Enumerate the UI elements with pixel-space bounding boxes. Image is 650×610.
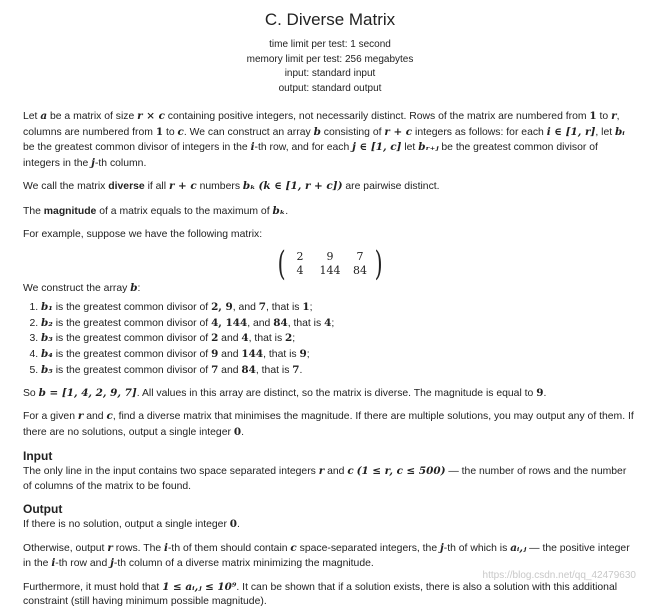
matrix-cell: 2 bbox=[296, 250, 304, 263]
magnitude-definition: The magnitude of a matrix equals to the maximum of bₖ. bbox=[23, 204, 289, 217]
problem-title: C. Diverse Matrix bbox=[264, 10, 396, 29]
gcd-item-last: 144 bbox=[241, 348, 264, 361]
gcd-item-res: 1 bbox=[302, 301, 310, 313]
gcd-item-end: ; bbox=[306, 349, 310, 361]
gcd-item-text-c: , that is bbox=[255, 364, 293, 376]
gcd-item-last: 7 bbox=[258, 301, 266, 313]
gcd-item-text-a: is the greatest common divisor of bbox=[52, 302, 212, 313]
gcd-list-item bbox=[41, 347, 637, 363]
input-spec: input: standard input bbox=[284, 68, 376, 79]
gcd-item-text-a: is the greatest common divisor of bbox=[52, 333, 212, 345]
gcd-item-nums: 2, 9 bbox=[211, 301, 233, 313]
gcd-item-head: b₅ bbox=[41, 363, 53, 376]
gcd-item-res: 2 bbox=[285, 332, 293, 345]
gcd-item-text-b: and bbox=[218, 364, 242, 376]
gcd-item-last: 4 bbox=[241, 332, 249, 345]
gcd-item-head: b₂ bbox=[41, 316, 53, 329]
matrix-cell: 144 bbox=[319, 264, 341, 277]
gcd-item-head: b₄ bbox=[41, 348, 53, 361]
gcd-list bbox=[23, 300, 637, 379]
gcd-item-text-a: is the greatest common divisor of bbox=[52, 349, 212, 361]
matrix-cell: 84 bbox=[353, 264, 367, 277]
gcd-item-last: 84 bbox=[241, 363, 256, 376]
gcd-item-text-c: , that is bbox=[263, 349, 300, 361]
gcd-list-item bbox=[41, 316, 637, 332]
gcd-list-item bbox=[41, 363, 637, 379]
construct-array-text: We construct the array b: bbox=[23, 281, 141, 294]
array-result-text: So b = [1, 4, 2, 9, 7]. All values in this array are distinct, so the matrix is diverse. The magnitude is equal to 9. bbox=[23, 386, 547, 399]
example-intro: For example, suppose we have the following matrix: bbox=[23, 229, 263, 240]
gcd-item-last: 84 bbox=[273, 316, 288, 329]
memory-limit: memory limit per test: 256 megabytes bbox=[246, 53, 414, 65]
gcd-item-end: ; bbox=[331, 317, 335, 329]
gcd-item-text-b: , and bbox=[247, 317, 274, 329]
output-spec: output: standard output bbox=[278, 82, 382, 94]
gcd-item-nums: 7 bbox=[211, 363, 219, 376]
input-description: The only line in the input contains two space separated integers r and c (1 ≤ r, c ≤ 500) — the number of rows and the number of columns of the matrix to be found. bbox=[23, 465, 627, 492]
gcd-item-end: ; bbox=[292, 333, 296, 345]
gcd-item-text-a: is the greatest common divisor of bbox=[52, 364, 212, 376]
task-paragraph: For a given r and c, find a diverse matrix that minimises the magnitude. If there are multiple solutions, you may output any of them. If there are no solutions, output a single integer 0. bbox=[23, 410, 634, 438]
matrix-cell: 7 bbox=[356, 250, 364, 263]
output-format: Otherwise, output r rows. The i-th of them should contain c space-separated integers, the j-th of which is aᵢ,ⱼ — the positive integer in the i-th row and j-th column of a diverse matrix minimizing the magnitude. bbox=[23, 541, 630, 570]
gcd-item-head: b₁ bbox=[41, 301, 53, 313]
gcd-item-text-c: , that is bbox=[248, 333, 286, 345]
gcd-item-nums: 2 bbox=[211, 332, 219, 345]
gcd-item-text-b: and bbox=[218, 349, 242, 361]
output-constraint: Furthermore, it must hold that 1 ≤ aᵢ,ⱼ ≤ 10⁹. It can be shown that if a solution exists, there is also a solution with this additional constraint (still having minimum possible magnitude). bbox=[23, 580, 618, 608]
gcd-item-end: . bbox=[299, 364, 303, 376]
gcd-item-res: 7 bbox=[292, 363, 300, 376]
output-no-solution: If there is no solution, output a single integer 0. bbox=[23, 518, 240, 531]
output-heading: Output bbox=[23, 502, 63, 517]
diverse-definition: We call the matrix diverse if all r + c numbers bₖ (k ∈ [1, r + c]) are pairwise distinct. bbox=[23, 180, 440, 192]
input-heading: Input bbox=[23, 449, 53, 464]
gcd-item-text-b: , and bbox=[232, 302, 259, 313]
legend-paragraph: Let a be a matrix of size r × c containing positive integers, not necessarily distinct. Rows of the matrix are numbered from 1 to r, columns are numbered from 1 to c. We can construct an array b consisting of r + c integers as follows: for each i ∈ [1, r], let bᵢ be the greatest common divisor of integers in the i-th row, and for each j ∈ [1, c] let bᵣ₊ⱼ be the greatest common divisor of integers in the j-th column. bbox=[23, 110, 625, 169]
watermark: https://blog.csdn.net/qq_42479630 bbox=[482, 570, 636, 581]
gcd-item-text-b: and bbox=[218, 333, 242, 345]
gcd-item-text-a: is the greatest common divisor of bbox=[52, 317, 212, 329]
right-paren-icon: ) bbox=[374, 243, 383, 284]
matrix-grid bbox=[288, 250, 372, 277]
matrix-cell: 9 bbox=[326, 250, 334, 263]
gcd-item-text-c: , that is bbox=[287, 317, 325, 329]
time-limit: time limit per test: 1 second bbox=[269, 39, 391, 50]
gcd-item-nums: 9 bbox=[211, 348, 219, 361]
problem-statement bbox=[23, 10, 637, 610]
left-paren-icon: ( bbox=[277, 243, 286, 284]
gcd-item-head: b₃ bbox=[41, 332, 53, 345]
gcd-item-end: ; bbox=[309, 302, 313, 313]
gcd-item-res: 4 bbox=[324, 316, 332, 329]
example-matrix bbox=[23, 243, 637, 284]
gcd-list-item bbox=[41, 331, 637, 347]
gcd-item-text-c: , that is bbox=[266, 302, 303, 313]
gcd-item-nums: 4, 144 bbox=[211, 316, 248, 329]
gcd-list-item bbox=[41, 300, 637, 316]
matrix-cell: 4 bbox=[296, 264, 304, 277]
gcd-item-res: 9 bbox=[299, 348, 307, 361]
